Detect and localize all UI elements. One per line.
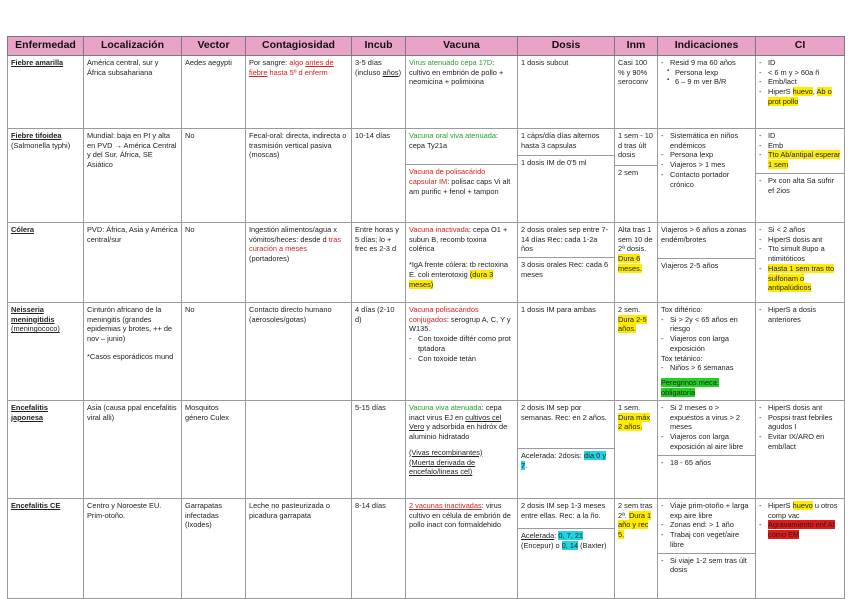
vacuna-cell: Vacuna polisacáridos conjugados: serogrup A, C, Y y W135. - Con toxoide diftér como prot tptadora - Con toxoide tetán: [406, 302, 518, 400]
ci-cell: - HiperS huevo u otros comp vac - Agravamiento enf AI como EM: [756, 498, 845, 598]
contagiosidad-cell: Leche no pasteurizada o picadura garrapata: [246, 498, 352, 598]
vector-cell: Aedes aegypti: [182, 55, 246, 128]
row-neisseria: [8, 302, 845, 400]
vacuna-cell: Virus atenuado cepa 17D: cultivo en embrión de pollo + neomicina + polimixina: [406, 55, 518, 128]
dosis-cell: 2 dosis IM sep 1-3 meses entre ellas. Rec: a la ño. Acelerada: 0, 7, 21 (Encepur) o 0, 14 (Baxter): [518, 498, 615, 598]
vaccine-table: [7, 36, 845, 599]
incub-cell: 8-14 días: [352, 498, 406, 598]
dosis-cell: 1 dosis subcut: [518, 55, 615, 128]
inm-cell: 2 sem. Dura 2-5 años.: [615, 302, 658, 400]
incub-cell: 3-5 días (incluso años): [352, 55, 406, 128]
row-fiebre-amarilla: [8, 55, 845, 128]
ci-cell: - ID - < 6 m y > 60a ñ - Emb/lact - HiperS huevo, Ab o prot pollo: [756, 55, 845, 128]
vacuna-cell: Vacuna oral viva atenuada: cepa Ty21a Vacuna de polisacárido capsular IM: polisac caps Vi alt am purific + fenol + tampon: [406, 128, 518, 222]
header-vector: Vector: [182, 37, 246, 56]
dosis-cell: 2 dosis orales sep entre 7-14 días Rec: cada 1-2a ños 3 dosis orales Rec: cada 6 meses: [518, 222, 615, 302]
localizacion-cell: Mundial: baja en PI y alta en PVD → América Central y del Sur, África, SE Asiático: [84, 128, 182, 222]
localizacion-cell: Asia (causa ppal encefalitis viral alli): [84, 400, 182, 498]
header-dosis: Dosis: [518, 37, 615, 56]
header-vacuna: Vacuna: [406, 37, 518, 56]
contagiosidad-cell: Contacto directo humano (aerosoles/gotas): [246, 302, 352, 400]
localizacion-cell: Cinturón africano de la meningitis (grandes epidemias y brotes, ++ de nov – junio) *Casos esporádicos mund: [84, 302, 182, 400]
header-row: [8, 37, 845, 56]
indicaciones-cell: - Resid 9 ma 60 años ▪ Persona lexp ▪ 6 – 9 m ver B/R: [658, 55, 756, 128]
indicaciones-cell: - Si 2 meses o > expuestos a virus > 2 meses - Viajeros con larga exposición al aire libre - 18 - 65 años: [658, 400, 756, 498]
header-incub: Incub: [352, 37, 406, 56]
row-encefalitis-ce: [8, 498, 845, 598]
contagiosidad-cell: [246, 400, 352, 498]
vacuna-cell: 2 vacunas inactivadas: virus cultivo en célula de embrión de pollo inact con formaldehido: [406, 498, 518, 598]
ci-cell: - Si < 2 años - HiperS dosis ant - Tto simult 8upo a ntimitóticos - Hasta 1 sem tras tto sulfonam o antipalúdicos: [756, 222, 845, 302]
incub-cell: 5-15 días: [352, 400, 406, 498]
ci-cell: - HiperS dosis ant - Pospsi trast febriles agudos I - Evitar IX/ARO en emb/lact: [756, 400, 845, 498]
inm-cell: Casi 100 % y 90% seroconv: [615, 55, 658, 128]
vector-cell: No: [182, 222, 246, 302]
incub-cell: 10-14 días: [352, 128, 406, 222]
vacuna-cell: Vacuna viva atenuada: cepa inact virus EJ en cultivos cel Vero y adsorbida en hidróx de aluminio hidratado (Vivas recombinantes) (Muerta derivada de encefalo/lineas cel): [406, 400, 518, 498]
disease-name: Fiebre tifoidea (Salmonella typhi): [8, 128, 84, 222]
vector-cell: No: [182, 302, 246, 400]
contagiosidad-cell: Ingestión alimentos/agua x vómitos/heces: desde d tras curación a meses (portadores): [246, 222, 352, 302]
localizacion-cell: PVD: África, Asia y América central/sur: [84, 222, 182, 302]
disease-name: Fiebre amarilla: [8, 55, 84, 128]
dosis-cell: 2 dosis IM sep por semanas. Rec: en 2 años. Acelerada: 2dosis: día 0 y 7.: [518, 400, 615, 498]
disease-name: Neisseria meningitidis (meningococo): [8, 302, 84, 400]
header-indicaciones: Indicaciones: [658, 37, 756, 56]
contagiosidad-cell: Por sangre: algo antes de fiebre hasta 5º d enferm: [246, 55, 352, 128]
disease-name: Encefalitis CE: [8, 498, 84, 598]
inm-cell: 1 sem. Dura máx 2 años.: [615, 400, 658, 498]
inm-cell: 1 sem - 10 d tras últ dosis 2 sem: [615, 128, 658, 222]
localizacion-cell: Centro y Noroeste EU. Prim-otoño.: [84, 498, 182, 598]
header-localizacion: Localización: [84, 37, 182, 56]
row-encefalitis-japonesa: [8, 400, 845, 498]
incub-cell: Entre horas y 5 días; lo + frec es 2-3 d: [352, 222, 406, 302]
inm-cell: 2 sem tras 2ª. Dura 1 año y rec 5.: [615, 498, 658, 598]
disease-name: Encefalitis japonesa: [8, 400, 84, 498]
contagiosidad-cell: Fecal-oral: directa, indirecta o trasmisión vertical pasiva (moscas): [246, 128, 352, 222]
incub-cell: 4 días (2-10 d): [352, 302, 406, 400]
disease-name: Cólera: [8, 222, 84, 302]
header-ci: CI: [756, 37, 845, 56]
indicaciones-cell: - Viaje prim-otoño + larga exp aire libre - Zonas end: > 1 año - Trabaj con veget/aire libre - Si viaje 1-2 sem tras últ dosis: [658, 498, 756, 598]
row-fiebre-tifoidea: [8, 128, 845, 222]
ci-cell: - HiperS a dosis anteriores: [756, 302, 845, 400]
row-colera: [8, 222, 845, 302]
dosis-cell: 1 cáps/día días alternos hasta 3 capsulas 1 dosis IM de 0'5 ml: [518, 128, 615, 222]
dosis-cell: 1 dosis IM para ambas: [518, 302, 615, 400]
inm-cell: Alta tras 1 sem 10 de 2ª dosis. Dura 6 meses.: [615, 222, 658, 302]
indicaciones-cell: - Sistemática en niños endémicos - Persona lexp - Viajeros > 1 mes - Contacto portador crónico: [658, 128, 756, 222]
indicaciones-cell: Tox diftérico: - Si > 2y < 65 años en riesgo - Viajeros con larga exposición Tox tetánico: - Niños > 6 semanas Peregrinos meca: obligatoria: [658, 302, 756, 400]
vector-cell: Mosquitos género Culex: [182, 400, 246, 498]
vacuna-cell: Vacuna inactivada: cepa O1 + subun B, recomb toxina colérica *IgA frente cólera: tb rectoxina E. coli enterotoxig (dura 3 meses): [406, 222, 518, 302]
vector-cell: Garrapatas infectadas (Ixodes): [182, 498, 246, 598]
header-enfermedad: Enfermedad: [8, 37, 84, 56]
localizacion-cell: América central, sur y África subsahariana: [84, 55, 182, 128]
header-contagiosidad: Contagiosidad: [246, 37, 352, 56]
ci-cell: - ID - Emb - Tto Ab/antipal esperar 1 sem - Px con alta Sa sufrir ef 2ios: [756, 128, 845, 222]
vector-cell: No: [182, 128, 246, 222]
indicaciones-cell: Viajeros > 6 años a zonas endém/brotes Viajeros 2-5 años: [658, 222, 756, 302]
header-inm: Inm: [615, 37, 658, 56]
